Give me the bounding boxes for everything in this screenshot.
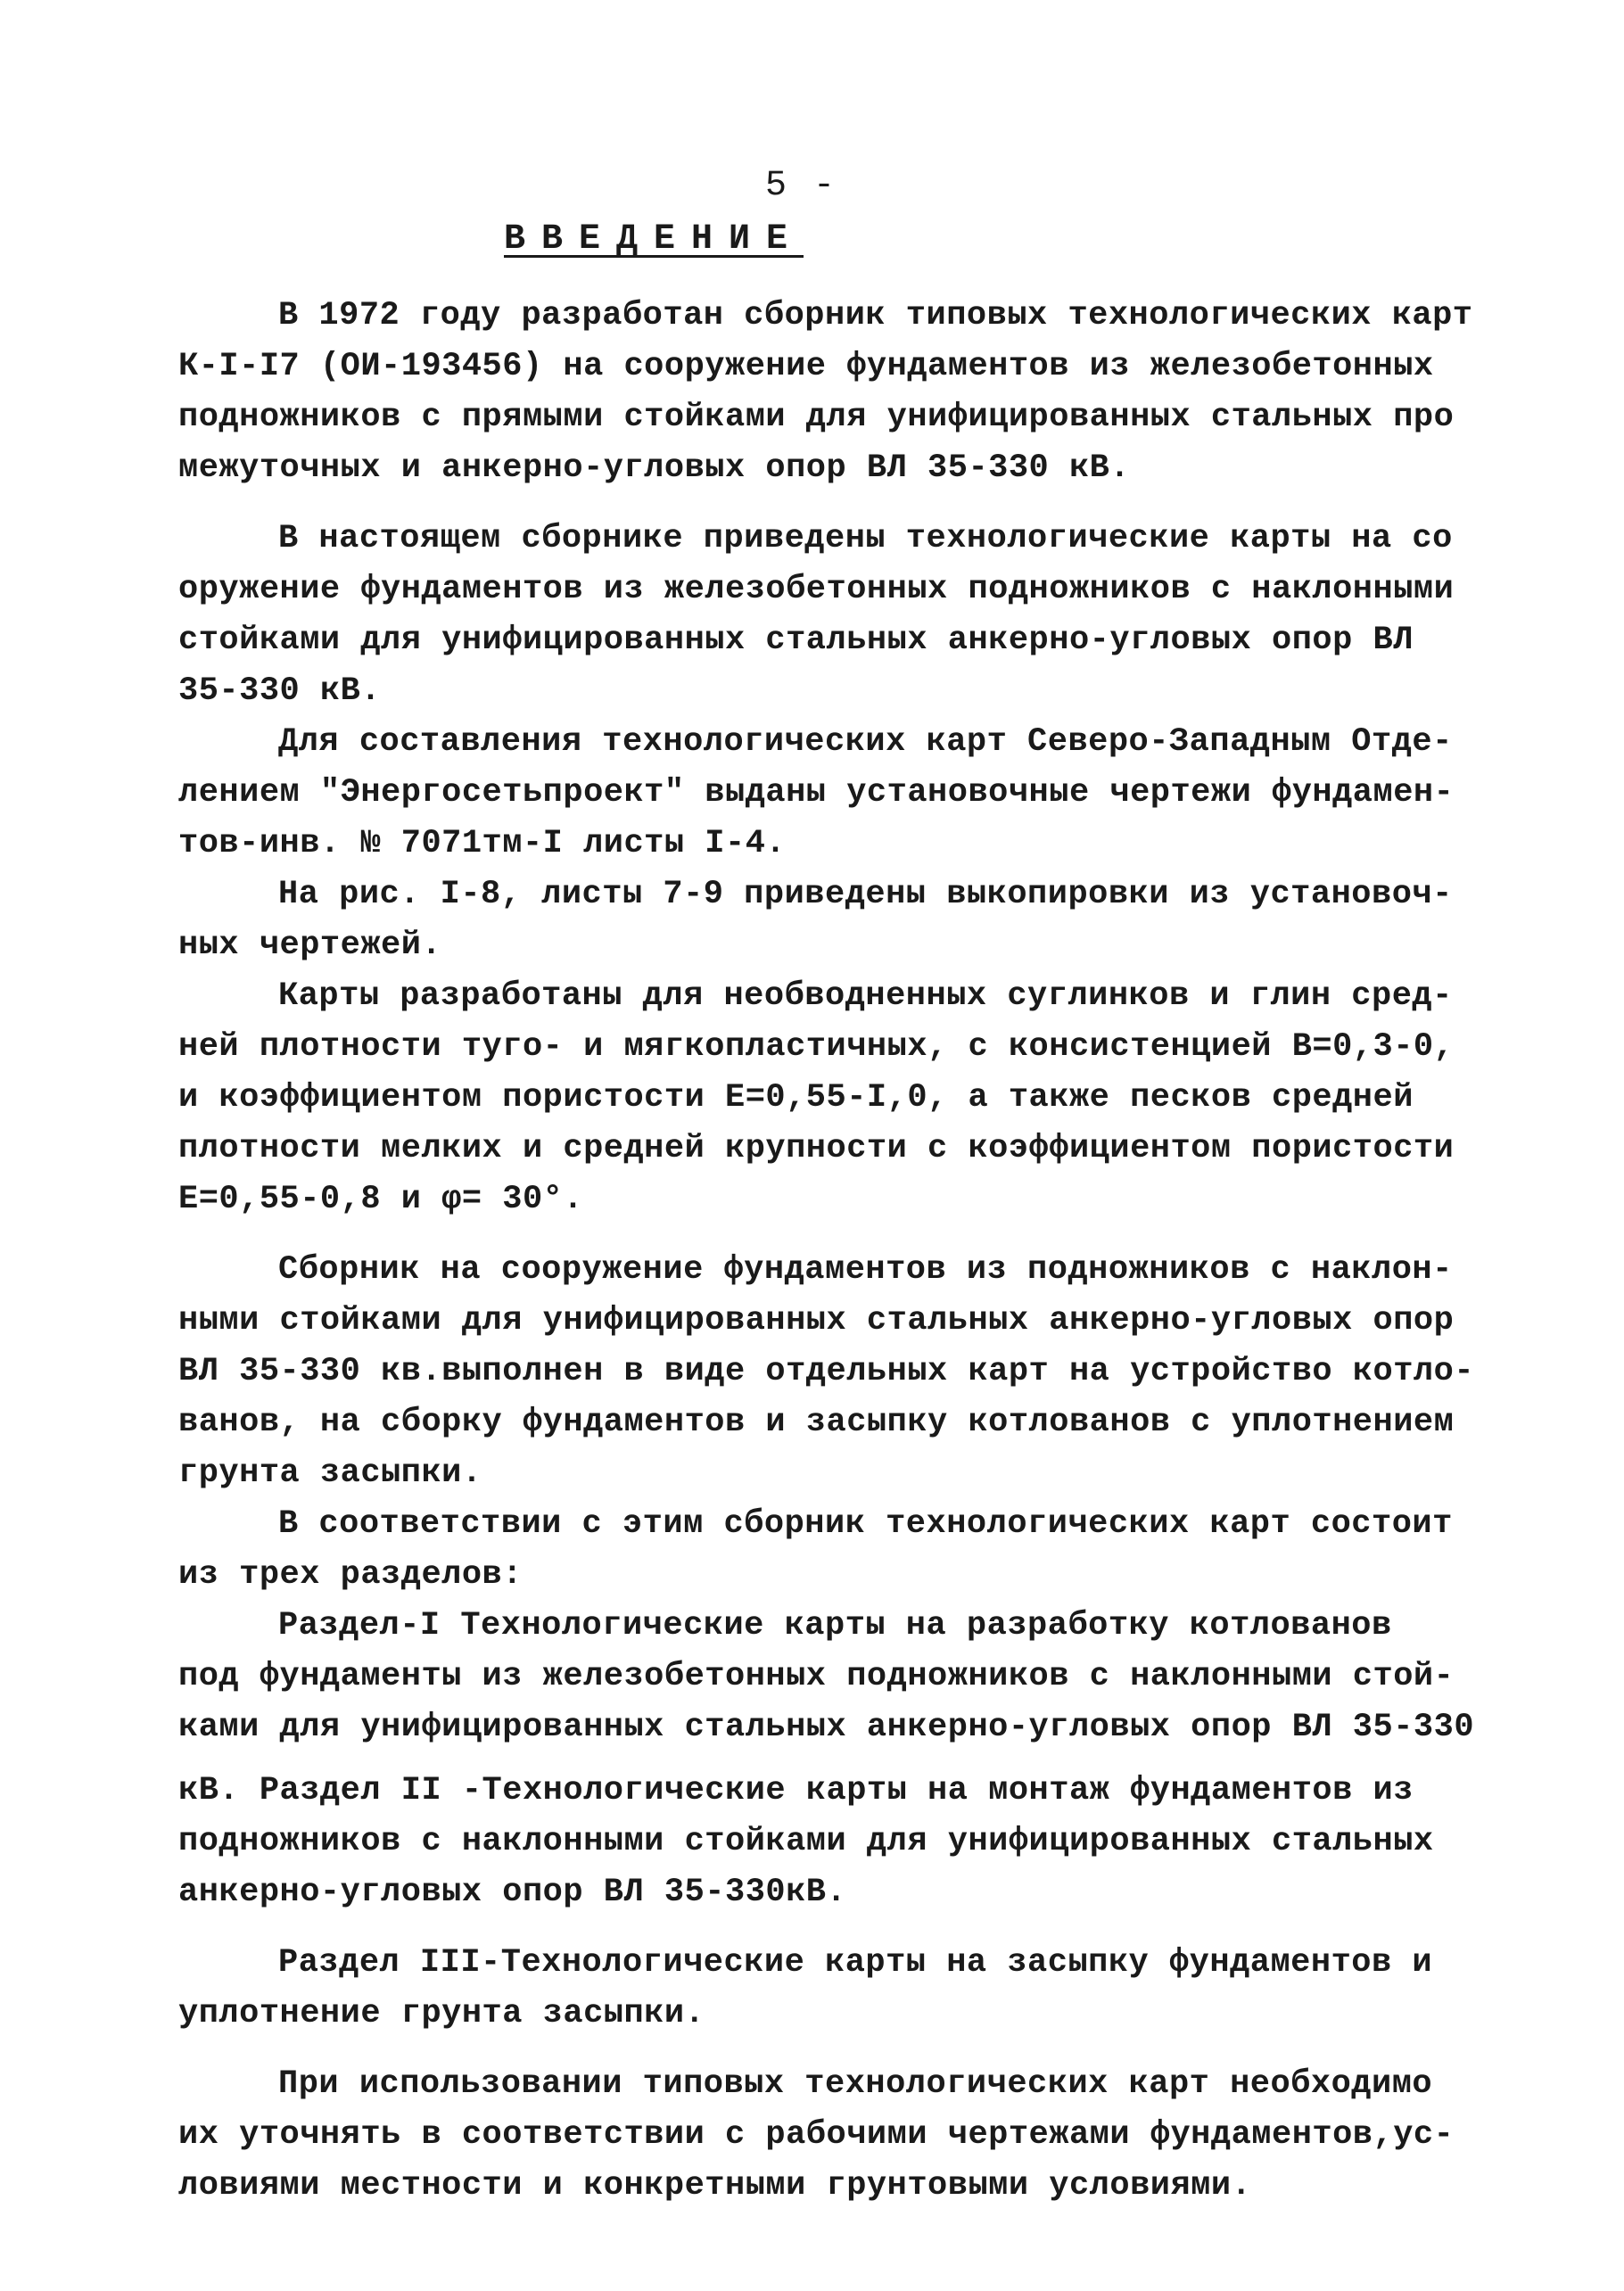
text-line: ловиями местности и конкретными грунтовыми условиями. xyxy=(178,2167,1252,2204)
text-line: подножников с прямыми стойками для унифицированных стальных про xyxy=(178,399,1455,436)
text-line: уплотнение грунта засыпки. xyxy=(178,1995,705,2032)
text-line: стойками для унифицированных стальных анкерно-угловых опор ВЛ xyxy=(178,622,1414,659)
document-body xyxy=(178,278,1475,2212)
text-line: Раздел III-Технологические карты на засыпку фундаментов и xyxy=(278,1944,1433,1982)
text-line: В настоящем сборнике приведены технологические карты на со xyxy=(278,520,1453,557)
text-line: 35-330 кВ. xyxy=(178,672,382,710)
text-line: При использовании типовых технологических карт необходимо xyxy=(278,2065,1433,2103)
text-line: ВЛ 35-330 кв.выполнен в виде отдельных карт на устройство котло- xyxy=(178,1353,1475,1390)
text-line: тов-инв. № 7071тм-I листы I-4. xyxy=(178,825,787,862)
paragraph-section-2 xyxy=(178,1766,1436,1918)
text-line: ными стойками для унифицированных стальных анкерно-угловых опор xyxy=(178,1302,1455,1339)
paragraph-sections-intro xyxy=(178,1499,1453,1601)
paragraph-drawings xyxy=(178,717,1455,869)
text-line: Карты разработаны для необводненных суглинков и глин сред- xyxy=(278,977,1453,1015)
text-line: Сборник на сооружение фундаментов из подножников с наклон- xyxy=(278,1251,1453,1289)
text-line: под фундаменты из железобетонных подножников с наклонными стой- xyxy=(178,1658,1455,1695)
text-line: кВ. Раздел II -Технологические карты на монтаж фундаментов из xyxy=(178,1772,1414,1809)
text-line: подножников с наклонными стойками для унифицированных стальных xyxy=(178,1823,1434,1860)
paragraph-figures xyxy=(178,869,1453,971)
text-line: К-I-I7 (ОИ-193456) на сооружение фундаментов из железобетонных xyxy=(178,348,1434,385)
text-line: анкерно-угловых опор ВЛ 35-330кВ. xyxy=(178,1874,847,1911)
text-line: ками для унифицированных стальных анкерно-угловых опор ВЛ 35-330 xyxy=(178,1709,1475,1746)
text-line: их уточнять в соответствии с рабочими чертежами фундаментов,ус- xyxy=(178,2116,1455,2154)
text-line: оружение фундаментов из железобетонных подножников с наклонными xyxy=(178,571,1455,608)
text-line: ных чертежей. xyxy=(178,927,442,964)
text-line: Для составления технологических карт Северо-Западным Отде- xyxy=(278,723,1453,761)
paragraph-soils xyxy=(178,971,1455,1225)
text-line: и коэффициентом пористости Е=0,55-I,0, а также песков средней xyxy=(178,1079,1414,1117)
text-line: ванов, на сборку фундаментов и засыпку котлованов с уплотнением xyxy=(178,1404,1455,1441)
text-line: грунта засыпки. xyxy=(178,1455,482,1492)
paragraph-usage-note xyxy=(178,2059,1455,2212)
text-line: В соответствии с этим сборник технологических карт состоит xyxy=(278,1505,1453,1543)
text-line: Е=0,55-0,8 и φ= 30°. xyxy=(178,1181,584,1218)
paragraph-present-collection xyxy=(178,514,1455,717)
paragraph-intro xyxy=(178,291,1473,494)
paragraph-collection-scope xyxy=(178,1245,1475,1499)
text-line: На рис. I-8, листы 7-9 приведены выкопировки из установоч- xyxy=(278,876,1453,913)
text-line: из трех разделов: xyxy=(178,1556,523,1594)
text-line: ней плотности туго- и мягкопластичных, с консистенцией В=0,3-0, xyxy=(178,1028,1455,1066)
page-number: 5 - xyxy=(765,166,838,206)
text-line: В 1972 году разработан сборник типовых технологических карт xyxy=(278,297,1473,334)
text-line: Раздел-I Технологические карты на разработку котлованов xyxy=(278,1607,1392,1644)
paragraph-section-1 xyxy=(178,1601,1475,1753)
paragraph-section-3 xyxy=(178,1938,1436,2040)
text-line: лением "Энергосетьпроект" выданы установочные чертежи фундамен- xyxy=(178,774,1455,812)
text-line: плотности мелких и средней крупности с коэффициентом пористости xyxy=(178,1130,1455,1167)
page-title: ВВЕДЕНИЕ xyxy=(504,219,804,260)
text-line: межуточных и анкерно-угловых опор ВЛ 35-330 кВ. xyxy=(178,449,1131,487)
